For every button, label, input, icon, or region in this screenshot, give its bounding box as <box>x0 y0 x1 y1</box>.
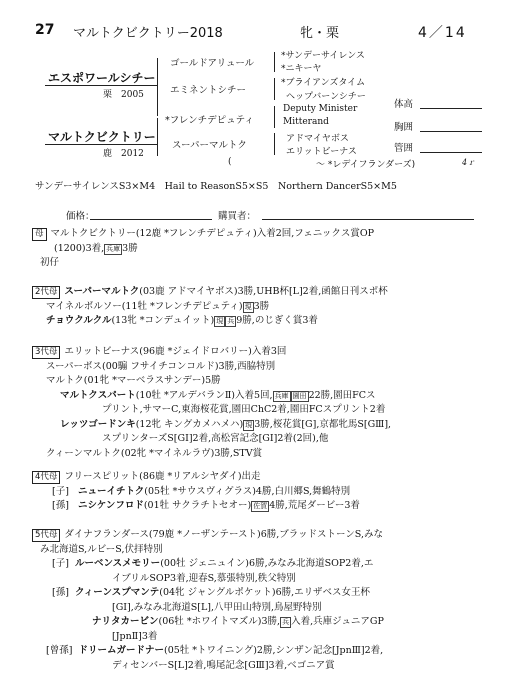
status-badge: 現 <box>216 317 224 325</box>
page-number: 4／14 <box>418 25 467 41</box>
ddd-name: エリットビーナス <box>286 147 357 157</box>
gen4-c2b: 4勝,荒尾ダービー3着 <box>269 500 360 511</box>
dam-record-2: (1200)3着, <box>54 242 105 254</box>
sire-underline <box>45 85 158 86</box>
gen3-line7: スプリンターズS[GⅠ]2着,高松宮記念[GⅠ]2着(2回),他 <box>102 433 329 444</box>
region-badge: 佐賀 <box>253 502 268 510</box>
gen5-d-name: ドリームガードナー <box>78 645 164 656</box>
dam-record-2b: 3勝 <box>122 242 138 254</box>
sd-name: エミネントシチー <box>170 85 247 96</box>
dam-underline <box>45 144 158 145</box>
price-field[interactable] <box>90 219 212 220</box>
buyer-label: 購買者： <box>218 211 257 222</box>
sss-name: *サンデーサイレンス <box>281 51 365 61</box>
ds-name: *フレンチデピュティ <box>165 115 254 126</box>
gen3-line6c: ,京都牝馬S[GⅢ], <box>316 418 392 430</box>
gen4-c1: (05牡 *サウスヴィグラス)4勝,白川郷S,舞鶴特別 <box>144 485 351 497</box>
gen3-line6: (12牝 キングカメハメハ) <box>135 418 244 430</box>
dsd-name: Mitterand <box>283 117 329 127</box>
remark-open: ( <box>228 157 232 167</box>
gen5-a-name: ルーベンスメモリー <box>74 558 161 569</box>
inbreeding-line: サンデーサイレンスS3×M4 Hail to ReasonS5×S5 Northern DancerS5×M5 <box>35 181 397 192</box>
gen2-line3: (13牝 *コンデュイット) <box>111 315 215 326</box>
gen4-c1-name: ニューイチトク <box>77 485 145 497</box>
gen5-line1: ダイナフランダース(79鹿 *ノーザンテースト)6勝,ブラッドストーンS,みな <box>64 529 383 540</box>
gen5-a2: イブリルSOP3着,迎春S,慕張特別,秩父特別 <box>112 572 296 584</box>
region-badge: 兵庫 <box>274 391 289 400</box>
dd-name: スーパーマルトク <box>172 140 247 151</box>
relation-mark: [孫] <box>52 500 69 511</box>
status-badge: 現 <box>245 420 253 429</box>
ss-name: ゴールドアリュール <box>170 58 255 69</box>
gen3-line3: マルトク(01牝 *マーベラスサンデー)5勝 <box>46 375 221 386</box>
dam-first-foal: 初仔 <box>40 257 60 268</box>
gen3-line4-name: マルトクスパート <box>60 389 136 401</box>
bracket-sire <box>157 58 158 116</box>
price-label: 価格： <box>66 211 95 222</box>
dam-info: 鹿 2012 <box>103 149 144 159</box>
gen3-section <box>32 345 502 461</box>
remark-close: ～ *レデイフランダーズ) <box>316 160 416 170</box>
gen5-b-name: クィーンスプマンテ <box>74 587 160 598</box>
gen5-c2: [JpnⅡ]3着 <box>112 630 158 642</box>
bracket-dam <box>157 118 158 156</box>
height-label: 体高 <box>394 99 414 110</box>
relation-mark: [孫] <box>52 587 69 598</box>
buyer-field[interactable] <box>262 219 474 220</box>
gen3-line4b: 22勝,園田FCス <box>308 389 376 401</box>
gen2-line3b: 9勝,のじぎく賞3着 <box>236 315 318 326</box>
gen2-tag: 2代母 <box>32 286 60 299</box>
dds-name: アドマイヤボス <box>286 134 349 144</box>
remark-generation: 4ｒ <box>462 158 476 167</box>
gen3-tag: 3代母 <box>32 346 60 359</box>
ssd-name: *ニキーヤ <box>281 64 322 74</box>
dss-name: Deputy Minister <box>283 104 358 114</box>
gen3-line4: (10牡 *アルデバランⅡ)入着5回, <box>135 389 273 401</box>
cannon-field[interactable] <box>420 152 482 153</box>
region-badge: 兵庫 <box>106 244 121 253</box>
gen4-tag: 4代母 <box>32 471 60 484</box>
girth-label: 胸囲 <box>394 122 414 133</box>
gen3-line1: エリットビーナス(96鹿 *ジェイドロバリー)入着3回 <box>64 346 287 357</box>
horse-name: マルトクビクトリー2018 <box>73 26 223 41</box>
gen5-tag: 5代母 <box>32 529 60 542</box>
gen2-name: スーパーマルトク <box>64 286 140 297</box>
sdd-name: ヘップバーンシチー <box>286 92 366 102</box>
relation-mark: [子] <box>52 485 69 497</box>
relation-mark: [曾孫] <box>46 645 73 656</box>
status-badge: 現 <box>244 302 252 311</box>
gen2-record: (03鹿 アドマイヤボス)3勝,UHB杯[L]2着,函館日刊スポ杯 <box>139 286 388 297</box>
dam-tag: 母 <box>32 228 47 241</box>
girth-field[interactable] <box>420 131 482 132</box>
gen5-c-name: ナリタカービン <box>92 616 159 627</box>
gen5-d1: (05牡 *トワイニング)2勝,シンザン記念[JpnⅢ]2着, <box>163 645 384 656</box>
dam-name: マルトクビクトリー <box>48 130 156 144</box>
sex-coat: 牝・栗 <box>300 26 340 41</box>
gen5-c1b: 入着,兵庫ジュニアGP <box>291 616 384 627</box>
region-badge: 兵 <box>282 618 290 626</box>
gen2-line2b: 3勝 <box>253 300 270 312</box>
lot-number: 27 <box>35 22 55 38</box>
region-badge: 兵 <box>227 317 235 325</box>
gen5-b2: [GⅠ],みなみ北海道S[L],八甲田山特別,鳥屋野特別 <box>112 601 322 613</box>
height-field[interactable] <box>420 108 482 109</box>
gen5-c1: (06牡 *ホワイトマズル)3勝, <box>158 616 281 627</box>
cannon-label: 管囲 <box>394 143 414 154</box>
gen3-line6-name: レッツゴードンキ <box>60 418 136 430</box>
gen5-d2: ディセンバーS[L]2着,鳴尾記念[GⅢ]3着,ベゴニア賞 <box>112 659 335 671</box>
sds-name: *ブライアンズタイム <box>281 78 366 88</box>
sire-name: エスポワールシチー <box>48 71 156 85</box>
gen4-section <box>32 470 502 514</box>
sire-info: 栗 2005 <box>103 90 144 100</box>
gen2-line2: マイネルボルソー(11牡 *フレンチデピュティ) <box>46 300 243 312</box>
dam-record: マルトクビクトリー(12鹿 *フレンチデピュティ)入着2回,フェニックス賞OP <box>50 228 375 239</box>
dam-section <box>32 227 502 271</box>
gen2-line3-name: チョウクルクル <box>46 315 112 326</box>
gen2-section <box>32 285 502 329</box>
gen5-section <box>32 528 502 673</box>
gen3-line8: クィーンマルトク(02牝 *マイネルラヴ)3勝,STV賞 <box>46 447 263 459</box>
gen3-line6b: 3勝,桜花賞[G] <box>254 418 317 430</box>
gen3-line2: スーパーボス(00騸 フサイチコンコルド)3勝,西脇特別 <box>46 360 276 372</box>
gen5-b1: (04牝 ジャングルポケット)6勝,エリザベス女王杯 <box>159 587 370 598</box>
gen5-a1: (00牡 ジェニュイン)6勝,みなみ北海道SOP2着,エ <box>160 558 374 569</box>
gen4-c2-name: ニシケンフロド <box>77 500 144 511</box>
gen5-line2: み北海道S,ルビーS,伏拝特別 <box>40 543 163 555</box>
gen4-line1: フリースピリット(86鹿 *リアルシヤダイ)出走 <box>64 471 261 482</box>
gen4-c2: (01牡 サクラチトセオー) <box>143 500 252 511</box>
gen3-line5: プリント,サマーC,東海桜花賞,園田ChC2着,園田FCスプリント2着 <box>102 404 386 415</box>
region-badge: 園田 <box>292 391 307 400</box>
relation-mark: [子] <box>52 558 69 569</box>
